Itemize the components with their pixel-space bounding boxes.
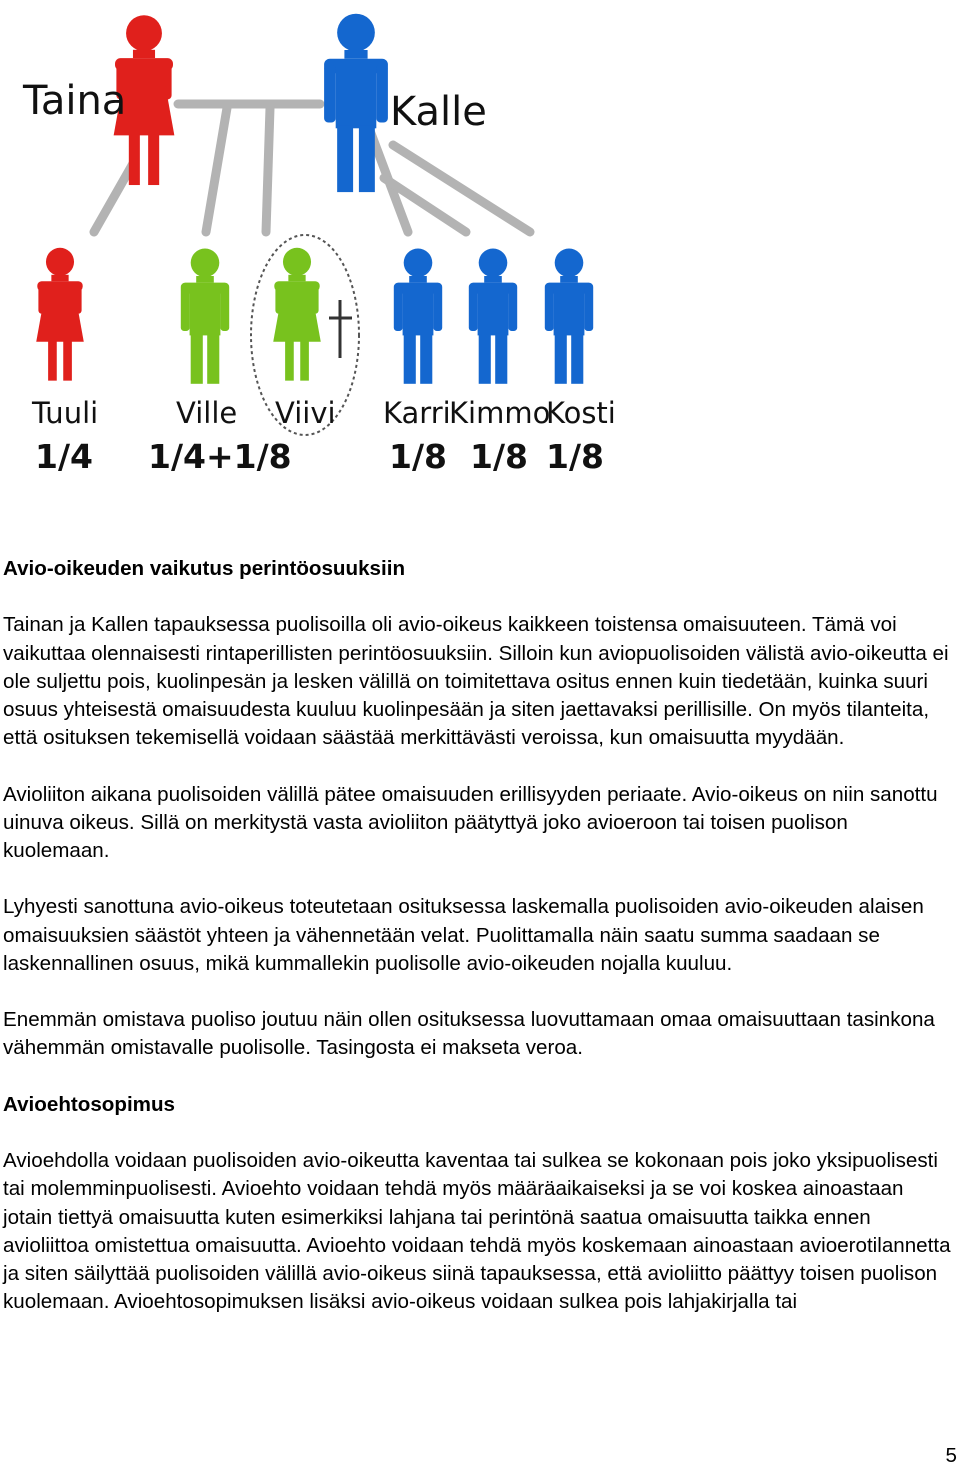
cross-icon	[329, 300, 352, 358]
share-ville: 1/4+1/8	[148, 437, 292, 476]
parent-name-taina: Taina	[23, 78, 127, 124]
paragraph: Avioliiton aikana puolisoiden välillä pätee omaisuuden erillisyyden periaate. Avio-oikeus on niin sanottu uinuva oikeus. Sillä on merkitystä vasta avioliiton päätyttyä joko avioeroon tai toisen puolison kuolemaan.	[3, 782, 938, 862]
woman-figure-icon	[273, 248, 321, 381]
paragraph: Enemmän omistava puoliso joutuu näin ollen osituksessa luovuttamaan omaa omaisuuttaan tasinkona vähemmän omistavalle puolisolle. Tasingosta ei makseta veroa.	[3, 1008, 935, 1060]
section-heading: Avioehtosopimus	[3, 1092, 176, 1116]
man-figure-icon	[545, 249, 593, 384]
parent-name-kalle: Kalle	[390, 89, 487, 135]
child-name-viivi: Viivi	[275, 396, 336, 430]
child-name-kosti: Kosti	[546, 396, 616, 430]
child-name-ville: Ville	[176, 396, 238, 430]
family-tree-diagram	[0, 0, 640, 530]
child-name-karri: Karri	[383, 396, 451, 430]
share-tuuli: 1/4	[35, 437, 93, 476]
family-inheritance-figure	[0, 0, 640, 530]
man-figure-icon	[181, 249, 229, 384]
page-number: 5	[945, 1444, 957, 1467]
document-body	[3, 555, 958, 1316]
share-karri: 1/8	[389, 437, 447, 476]
share-kimmo: 1/8	[470, 437, 528, 476]
man-figure-icon	[394, 249, 442, 384]
section-heading: Avio-oikeuden vaikutus perintöosuuksiin	[3, 557, 406, 580]
share-kosti: 1/8	[546, 437, 604, 476]
man-figure-icon	[469, 249, 517, 384]
child-name-tuuli: Tuuli	[32, 396, 99, 430]
woman-figure-icon	[36, 248, 84, 381]
paragraph: Avioehdolla voidaan puolisoiden avio-oikeutta kaventaa tai sulkea se kokonaan pois joko yksipuolisesti tai molemminpuolisesti. Avioehto voidaan tehdä myös määräaikaiseksi ja se voi koskea ainoastaan jotain tiettyä omaisuutta kuten esimerkiksi lahjana tai perintönä saatua omaisuutta taikka ennen avioliittoa omistettua omaisuutta. Avioehto voidaan tehdä myös koskemaan ainoastaan avioerotilannetta ja siten säilyttää puolisoiden välillä avio-oikeus siinä tapauksessa, että avioliitto päättyy toisen puolison kuolemaan. Avioehtosopimuksen lisäksi avio-oikeus voidaan sulkea pois lahjakirjalla tai	[3, 1149, 951, 1314]
paragraph: Lyhyesti sanottuna avio-oikeus toteutetaan osituksessa laskemalla puolisoiden avio-oikeuden alaisen omaisuuksien säästöt yhteen ja vähennetään velat. Puolittamalla näin saatu summa saadaan se laskennallinen osuus, mikä kummallekin puolisolle avio-oikeuden nojalla kuuluu.	[3, 895, 924, 975]
paragraph: Tainan ja Kallen tapauksessa puolisoilla oli avio-oikeus kaikkeen toistensa omaisuuteen. Tämä voi vaikuttaa olennaisesti rintaperillisten perintöosuuksiin. Silloin kun aviopuolisoiden välistä avio-oikeutta ei ole suljettu pois, kuolinpesän ja lesken välillä on toimitettava ositus ennen kuin tiedetään, kuinka suuri osuus yhteisestä omaisuudesta kuuluu kuolinpesään ja siten jaettavaksi perillisille. On myös tilanteita, että osituksen tekemisellä voidaan säästää merkittävästi veroissa, kun omaisuutta myydään.	[3, 613, 949, 750]
child-name-kimmo: Kimmo	[449, 396, 551, 430]
